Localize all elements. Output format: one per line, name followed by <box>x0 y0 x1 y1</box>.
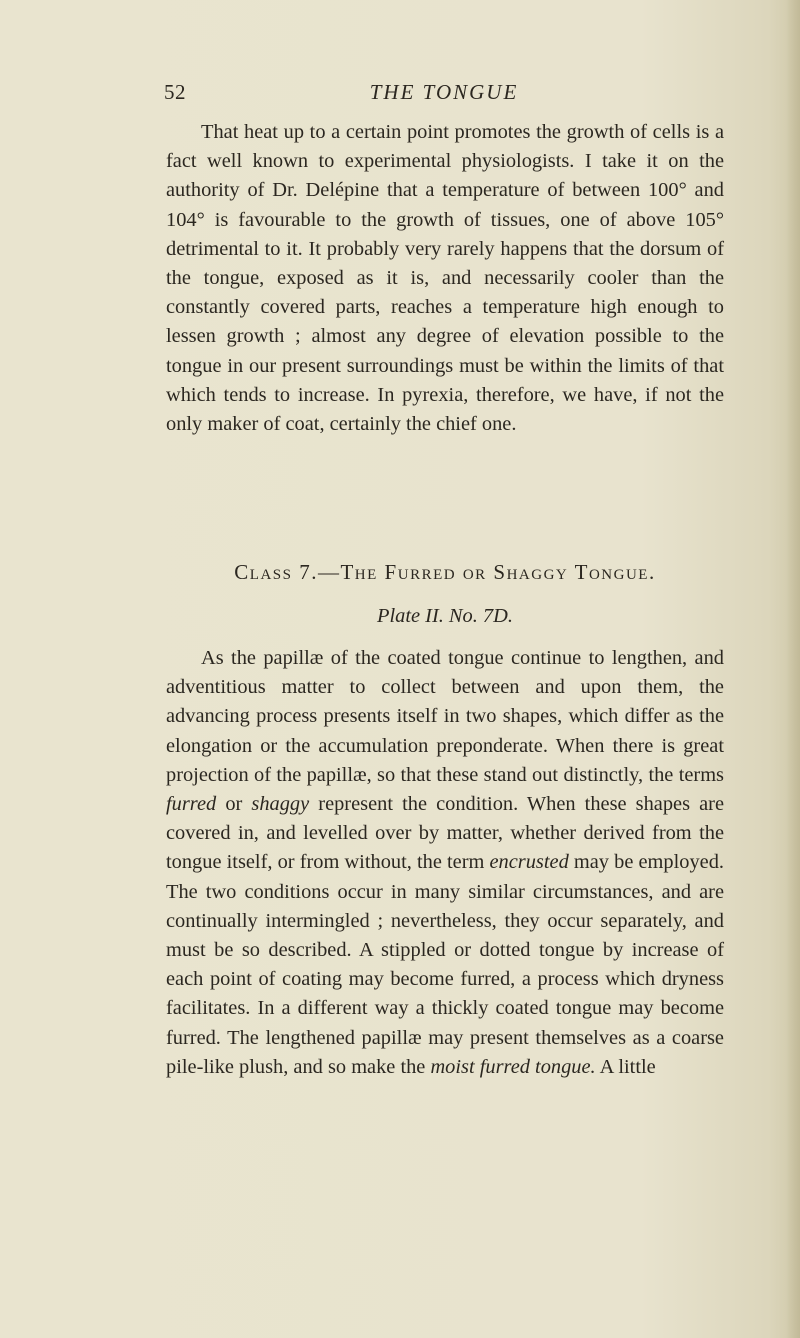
plate-reference-suffix: D. <box>493 605 513 627</box>
plate-reference <box>166 605 724 628</box>
paragraph-heat-growth: That heat up to a certain point promotes the growth of cells is a fact well known to experimental physiologists. I take it on the authority of Dr. Delépine that a temperature of between 100° and 104° is favourable to the growth of tissues, one of above 105° detrimental to it. It probably very rarely happens that the dorsum of the tongue, exposed as it is, and necessarily cooler than the constantly covered parts, reaches a temperature high enough to lessen growth ; almost any degree of elevation possible to the tongue in our present surroundings must be within the limits of that which tends to increase. In pyrexia, therefore, we have, if not the only maker of coat, certainly the chief one. <box>166 121 724 436</box>
page-number: 52 <box>164 80 186 104</box>
paragraph-text: may be employed. The two conditions occur in many similar circumstances, and are continually intermingled ; nevertheless, they occur separately, and must be so described. A stippled or dotted tongue by increase of each point of coating may become furred, a process which dryness facilitates. In a different way a thickly coated tongue may become furred. The lengthened papillæ may present themselves as a coarse pile-like plush, and so make the <box>166 851 724 1078</box>
paragraph-text: represent the condition. When these shapes are covered in, and levelled over by matter, whether derived from the tongue itself, or from without, the term <box>166 793 725 874</box>
term-encrusted: encrusted <box>489 851 569 874</box>
body-text-upper <box>166 118 724 439</box>
section-heading: Class 7.—The Furred or Shaggy Tongue. <box>234 560 656 584</box>
paragraph-text: or <box>216 793 252 816</box>
paragraph-furred-tongue <box>166 644 724 1082</box>
term-moist-furred-tongue: moist furred tongue. <box>430 1055 596 1078</box>
body-text-lower <box>166 644 724 1082</box>
running-head <box>164 80 724 110</box>
plate-reference-prefix: Plate II. No. 7 <box>377 605 494 627</box>
page-edge-shadow <box>786 0 800 1338</box>
paragraph-text: A little <box>595 1055 656 1078</box>
paragraph-text: As the papillæ of the coated tongue continue to lengthen, and adventitious matter to collect between and upon them, the advancing process presents itself in two shapes, which differ as the elongation or the accumulation preponderate. When there is great projection of the papillæ, so that these stand out distinctly, the terms <box>166 647 724 786</box>
term-shaggy: shaggy <box>251 793 310 816</box>
running-title: THE TONGUE <box>369 80 519 104</box>
term-furred: furred <box>166 793 217 816</box>
